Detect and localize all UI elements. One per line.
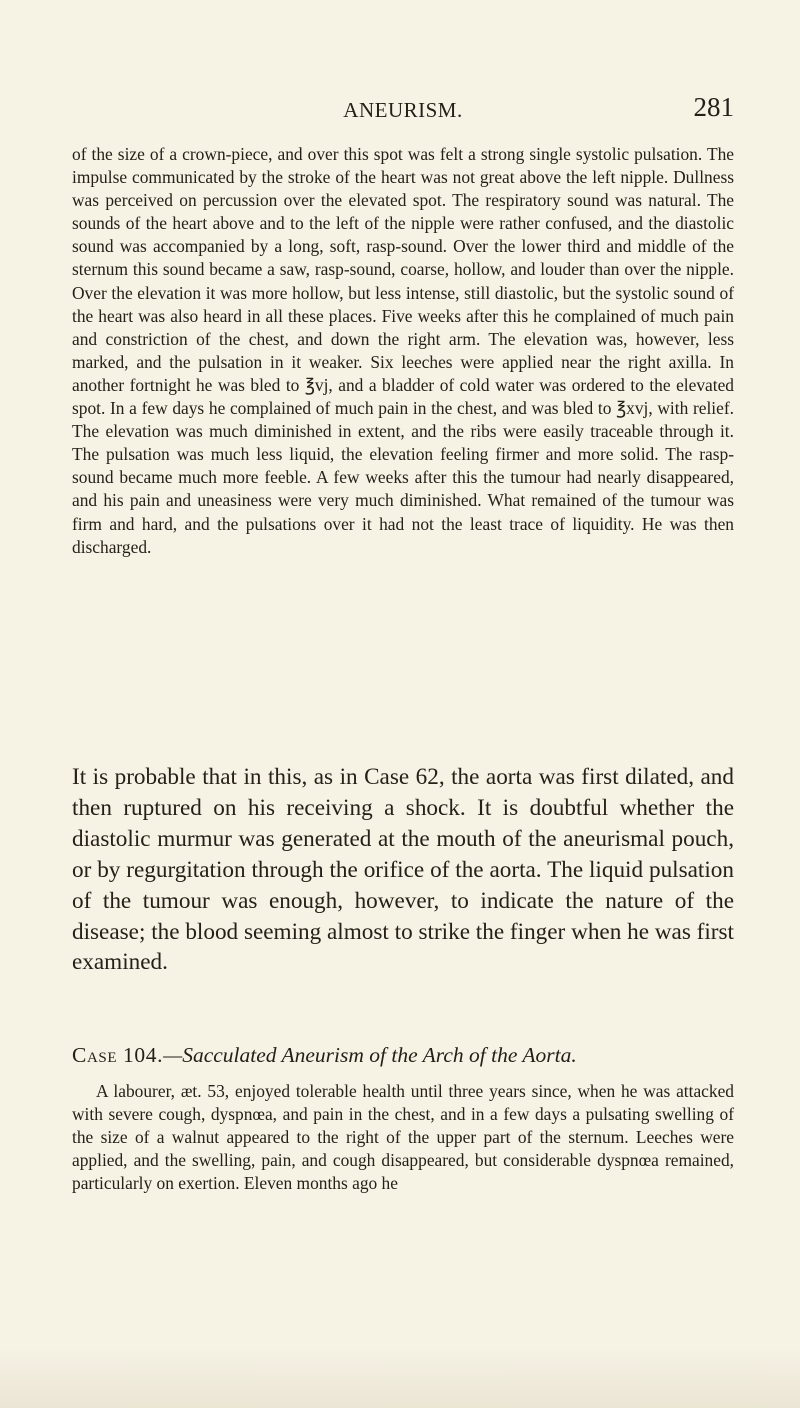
case-heading [72,1041,734,1069]
page-header [72,92,734,126]
paragraph-case-continuation: of the size of a crown-piece, and over this spot was felt a strong single systolic pulsation. The impulse communicated by the stroke of the heart was not great above the left nipple. Dullness was perceived on percussion over the elevated spot. The respiratory sound was natural. The sounds of the heart above and to the left of the nipple were rather confused, and the diastolic sound was accompanied by a long, soft, rasp-sound. Over the lower third and middle of the sternum this sound became a saw, rasp-sound, coarse, hollow, and louder than over the nipple. Over the elevation it was more hollow, but less intense, still diastolic, but the systolic sound of the heart was also heard in all these places. Five weeks after this he complained of much pain and constriction of the chest, and down the right arm. The elevation was, however, less marked, and the pulsation in it weaker. Six leeches were applied near the right axilla. In another fortnight he was bled to ℥vj, and a bladder of cold water was ordered to the elevated spot. In a few days he complained of much pain in the chest, and was bled to ℥xvj, with relief. The elevation was much diminished in extent, and the ribs were easily traceable through it. The pulsation was much less liquid, the elevation feeling firmer and more solid. The rasp-sound became much more feeble. A few weeks after this the tumour had nearly disappeared, and his pain and uneasiness were very much diminished. What remained of the tumour was firm and hard, and the pulsations over it had not the least trace of liquidity. He was then discharged. [72,144,734,557]
paragraph-commentary: It is probable that in this, as in Case 62, the aorta was first dilated, and then ruptured on his receiving a shock. It is doubtful whether the diastolic murmur was generated at the mouth of the aneurismal pouch, or by regurgitation through the orifice of the aorta. The liquid pulsation of the tumour was enough, however, to indicate the nature of the disease; the blood seeming almost to strike the finger when he was first examined. [72,764,734,976]
case-label: Case 104. [72,1043,164,1067]
case-title: —Sacculated Aneurism of the Arch of the Aorta. [163,1043,577,1067]
paragraph-case-104: A labourer, æt. 53, enjoyed tolerable health until three years since, when he was attacked with severe cough, dyspnœa, and pain in the chest, and in a few days a pulsating swelling of the size of a walnut appeared to the right of the upper part of the sternum. Leeches were applied, and the swelling, pain, and cough disappeared, but considerable dyspnœa remained, particularly on exertion. Eleven months ago he [72,1081,734,1194]
running-title: ANEURISM. [343,98,463,122]
page-number: 281 [693,92,734,122]
page-edge-shadow [0,1348,800,1408]
